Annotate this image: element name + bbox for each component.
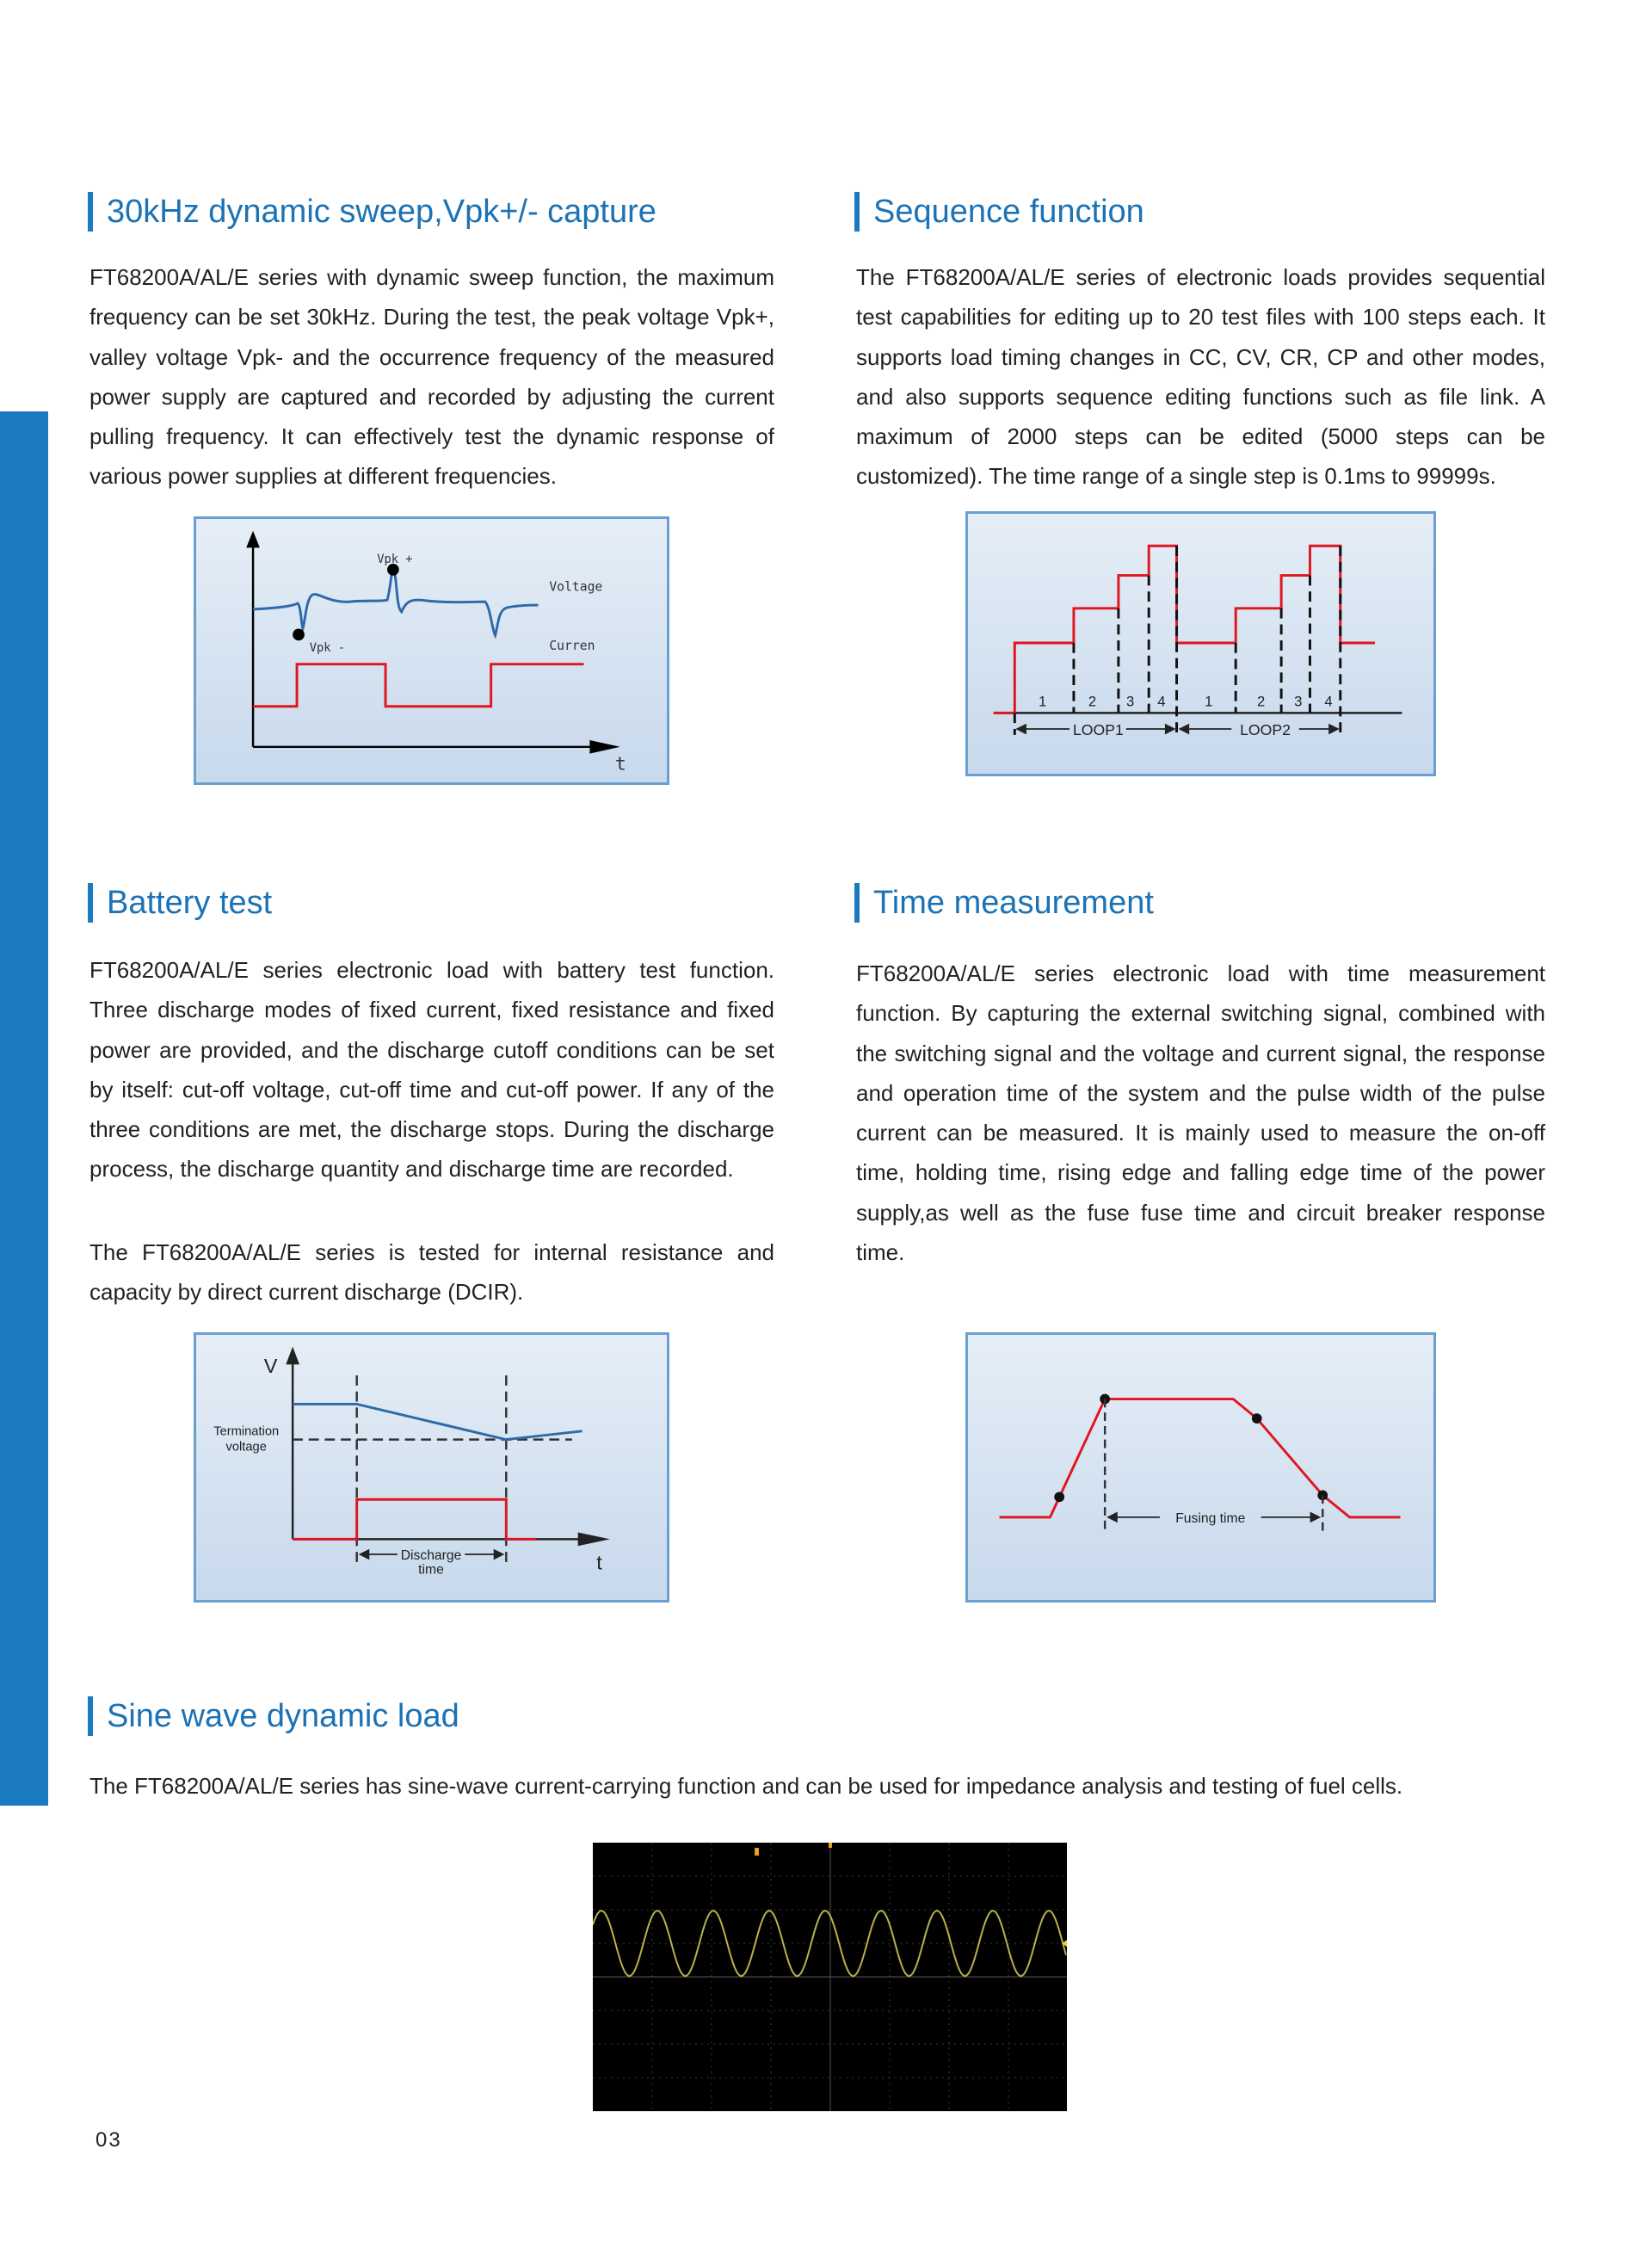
step-label: 4 (1157, 693, 1166, 710)
trigger-point (1054, 1492, 1064, 1502)
vpk-plus-label: Vpk + (377, 553, 413, 566)
sweep-text: FT68200A/AL/E series with dynamic sweep function, the maximum frequency can be set 30kHz. During the test, the peak voltage Vpk+, valley voltage Vpk- and the occurrence frequency of the measured power supply are captured and recorded by adjusting the current pulling frequency. It can effectively test the dynamic response of various power supplies at different frequencies. (89, 264, 774, 490)
t-axis-label: t (614, 753, 626, 775)
voltage-label: Voltage (549, 579, 603, 595)
discharge-label-line1: Discharge (400, 1547, 462, 1563)
step-label: 1 (1039, 693, 1047, 710)
termination-label-line2: voltage (225, 1440, 267, 1455)
side-accent-bar (0, 411, 48, 1806)
battery-text: FT68200A/AL/E series electronic load with battery test function. Three discharge modes of fixed current, fixed resistance and fixed power are provided, and the discharge cutoff conditions can be set by itself: cut-off voltage, cut-off time and cut-off power. If any of the three conditions are met, the discharge stops. During the discharge process, the discharge quantity and discharge time are recorded. (89, 957, 774, 1183)
time-text: FT68200A/AL/E series electronic load with time measurement function. By capturing the external switching signal, combined with the switching signal and the voltage and current signal, the response and operation time of the system and the pulse width of the pulse current can be measured. It is mainly used to measure the on-off time, holding time, rising edge and falling edge time of the power supply,as well as the fuse fuse time and circuit breaker response time. (856, 960, 1545, 1266)
oscilloscope-screenshot (593, 1843, 1067, 2111)
step-label: 3 (1125, 693, 1135, 710)
sequence-text: The FT68200A/AL/E series of electronic loads provides sequential test capabilities for editing up to 20 test files with 100 steps each. It supports load timing changes in CC, CV, CR, CP and other modes, and also supports sequence editing functions such as file link. A maximum of 2000 steps can be edited (5000 steps can be customized). The time range of a single step is 0.1ms to 99999s. (856, 264, 1545, 490)
battery-title: Battery test (88, 883, 272, 923)
step-label: 1 (1205, 693, 1213, 710)
current-curve (253, 664, 583, 707)
time-title: Time measurement (854, 883, 1154, 923)
fusing-time-label: Fusing time (1175, 1510, 1246, 1526)
t-axis-arrow (578, 1533, 610, 1547)
step-label: 2 (1256, 693, 1266, 710)
step-label: 3 (1294, 693, 1303, 710)
time-marker (829, 1843, 832, 1848)
x-axis-arrow (589, 740, 620, 754)
sweep-diagram (194, 516, 669, 785)
sequence-diagram (965, 511, 1436, 776)
trigger-marker (755, 1848, 759, 1856)
loop1-label: LOOP1 (1072, 720, 1124, 738)
sine-text: The FT68200A/AL/E series has sine-wave current-carrying function and can be used for impedance analysis and testing of fuel cells. (89, 1773, 1403, 1799)
y-axis-arrow (246, 531, 260, 548)
sequence-title: Sequence function (854, 192, 1144, 232)
sequence-step-curve (994, 546, 1375, 713)
loop2-label: LOOP2 (1240, 720, 1291, 738)
time-diagram (965, 1332, 1436, 1603)
page-number: 03 (96, 2128, 122, 2152)
sweep-title: 30kHz dynamic sweep,Vpk+/- capture (88, 192, 656, 232)
t-axis-label: t (596, 1551, 602, 1574)
v-axis-label: V (263, 1355, 278, 1378)
termination-label-line1: Termination (213, 1424, 280, 1439)
vpk-minus-marker (293, 629, 305, 641)
voltage-curve (253, 570, 539, 636)
v-axis-arrow (286, 1347, 299, 1365)
battery-dcir-text: The FT68200A/AL/E series is tested for internal resistance and capacity by direct current discharge (DCIR). (89, 1239, 774, 1306)
step-label: 4 (1324, 693, 1333, 710)
discharge-current-curve (293, 1499, 535, 1539)
step-label: 2 (1088, 693, 1097, 710)
fall-point (1252, 1413, 1262, 1424)
current-label: Curren (549, 639, 595, 654)
sine-title: Sine wave dynamic load (88, 1696, 459, 1736)
discharge-label-line2: time (418, 1562, 444, 1578)
battery-diagram (194, 1332, 669, 1603)
vpk-minus-label: Vpk - (309, 640, 346, 655)
battery-voltage-curve (293, 1404, 582, 1439)
